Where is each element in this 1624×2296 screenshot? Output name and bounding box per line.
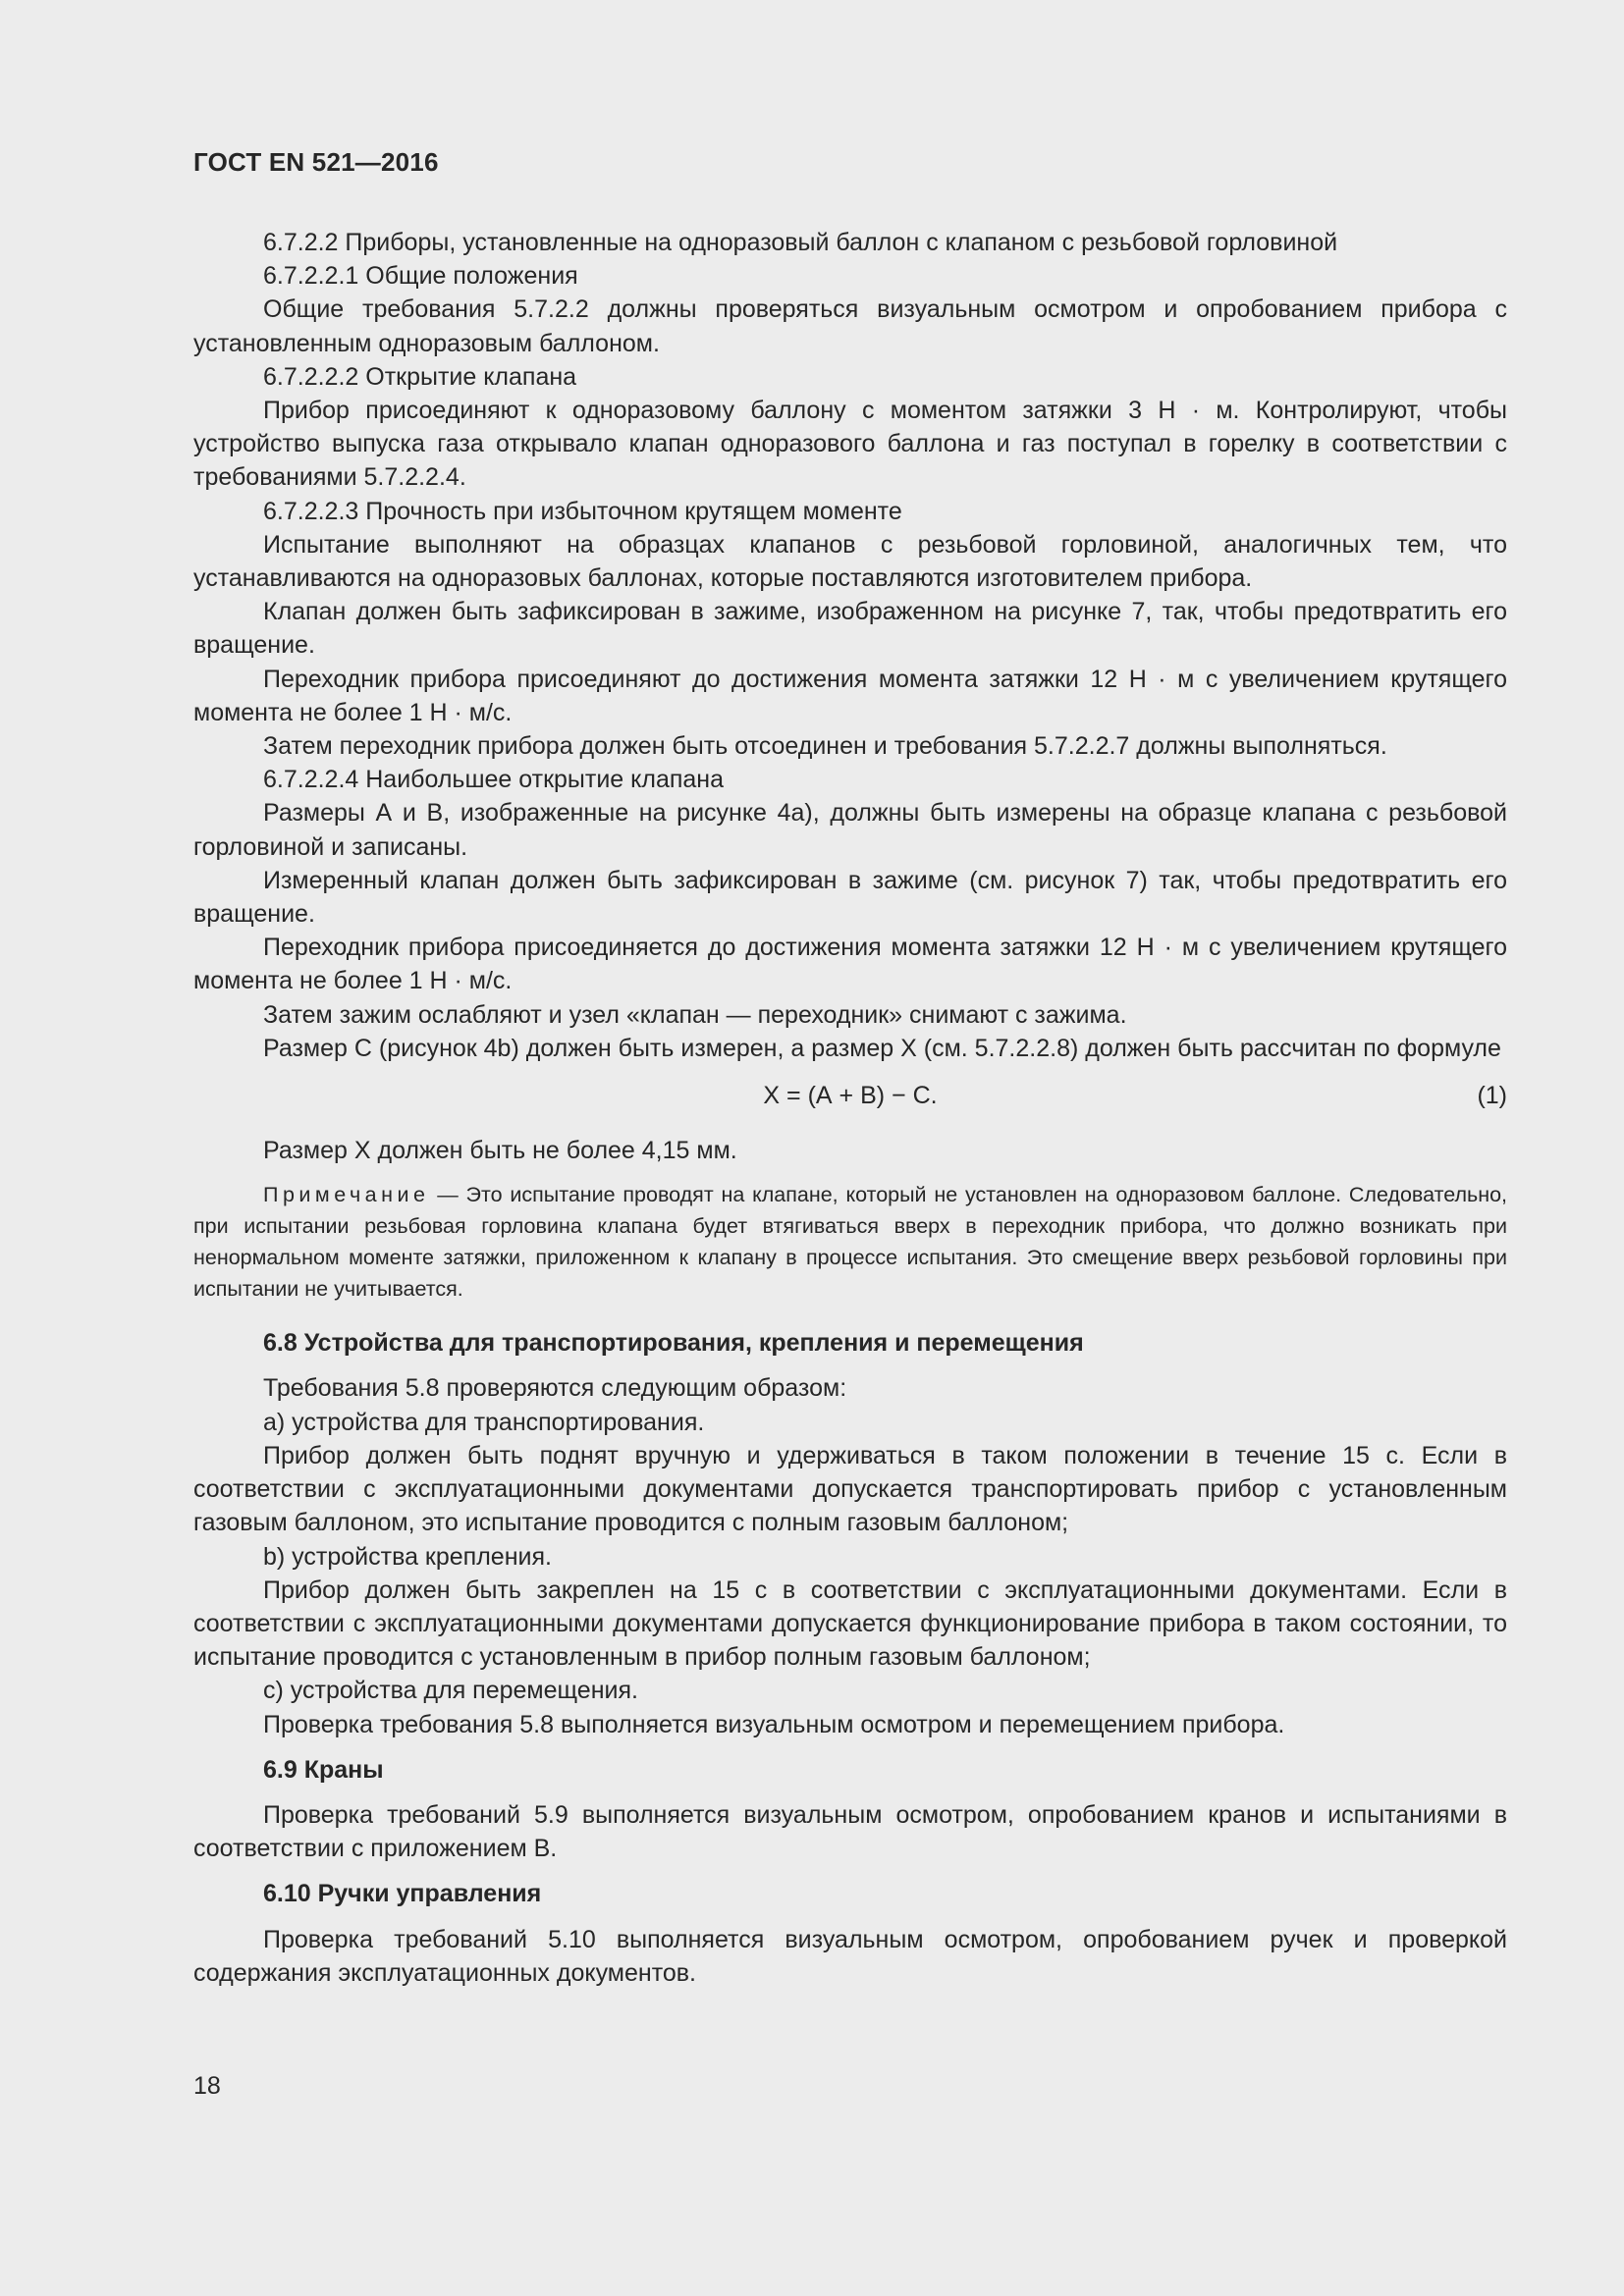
page-body <box>193 226 1507 1990</box>
body-paragraph: Прибор должен быть поднят вручную и удерживаться в таком положении в течение 15 с. Если в соответствии с эксплуатационными документами допускается транспортировать прибор с установленным газовым баллоном, это испытание проводится с полным газовым баллоном; <box>193 1441 1507 1537</box>
body-paragraph: Проверка требований 5.9 выполняется визуальным осмотром, опробованием кранов и испытаниями в соответствии с приложением В. <box>193 1800 1507 1863</box>
formula-number: (1) <box>1477 1082 1507 1110</box>
body-paragraph: Прибор должен быть закреплен на 15 с в соответствии с эксплуатационными документами. Если в соответствии с эксплуатационными документами допускается функционирование прибора в таком состоянии, то испытание проводится с установленным в прибор полным газовым баллоном; <box>193 1575 1507 1672</box>
list-item: c) устройства для перемещения. <box>263 1677 638 1705</box>
body-paragraph: Переходник прибора присоединяют до достижения момента затяжки 12 Н · м с увеличением крутящего момента не более 1 Н · м/с. <box>193 665 1507 726</box>
list-item: a) устройства для транспортирования. <box>263 1408 705 1436</box>
body-paragraph: Измеренный клапан должен быть зафиксирован в зажиме (см. рисунок 7) так, чтобы предотвратить его вращение. <box>193 866 1507 929</box>
clause-heading: 6.7.2.2.1 Общие положения <box>263 262 578 291</box>
body-paragraph: Клапан должен быть зафиксирован в зажиме, изображенном на рисунке 7, так, чтобы предотвратить его вращение. <box>193 598 1507 660</box>
section-heading-6-10: 6.10 Ручки управления <box>263 1880 542 1908</box>
body-paragraph: Затем переходник прибора должен быть отсоединен и требования 5.7.2.2.7 должны выполняться. <box>263 732 1387 761</box>
body-paragraph: Переходник прибора присоединяется до достижения момента затяжки 12 Н · м с увеличением крутящего момента не более 1 Н · м/с. <box>193 934 1507 995</box>
clause-heading: 6.7.2.2.3 Прочность при избыточном крутящем моменте <box>263 497 902 525</box>
list-item: b) устройства крепления. <box>263 1542 552 1571</box>
body-paragraph: Размер X должен быть не более 4,15 мм. <box>263 1137 737 1165</box>
section-heading-6-8: 6.8 Устройства для транспортирования, крепления и перемещения <box>263 1329 1084 1358</box>
body-paragraph: Требования 5.8 проверяются следующим образом: <box>263 1374 847 1403</box>
note-paragraph <box>193 1179 1507 1305</box>
page-number: 18 <box>193 2072 221 2100</box>
body-paragraph: Общие требования 5.7.2.2 должны проверяться визуальным осмотром и опробованием прибора с установленным одноразовым баллоном. <box>193 295 1507 357</box>
clause-heading: 6.7.2.2.4 Наибольшее открытие клапана <box>263 766 725 794</box>
clause-heading: 6.7.2.2 Приборы, установленные на одноразовый баллон с клапаном с резьбовой горловиной <box>263 229 1338 256</box>
body-paragraph: Проверка требований 5.10 выполняется визуальным осмотром, опробованием ручек и проверкой содержания эксплуатационных документов. <box>193 1925 1507 1987</box>
note-label: Примечание <box>263 1183 430 1207</box>
clause-heading: 6.7.2.2.2 Открытие клапана <box>263 362 577 391</box>
formula-block <box>193 1079 1507 1112</box>
body-paragraph: Проверка требования 5.8 выполняется визуальным осмотром и перемещением прибора. <box>263 1710 1285 1738</box>
body-paragraph: Размеры А и В, изображенные на рисунке 4а), должны быть измерены на образце клапана с резьбовой горловиной и записаны. <box>193 799 1507 861</box>
body-paragraph: Затем зажим ослабляют и узел «клапан — переходник» снимают с зажима. <box>263 1000 1127 1029</box>
document-header: ГОСТ EN 521—2016 <box>193 147 439 177</box>
body-paragraph: Прибор присоединяют к одноразовому баллону с моментом затяжки 3 Н · м. Контролируют, чтобы устройство выпуска газа открывало клапан одноразового баллона и газ поступал в горелку в соответствии с требованиями 5.7.2.2.4. <box>193 397 1507 492</box>
note-text: — Это испытание проводят на клапане, который не установлен на одноразовом баллоне. Следовательно, при испытании резьбовая горловина клапана будет втягиваться вверх в переходник прибора, что должно возникать при ненормальном моменте затяжки, приложенном к клапану в процессе испытания. Это смещение вверх резьбовой горловины при испытании не учитывается. <box>193 1183 1507 1302</box>
body-paragraph: Размер С (рисунок 4b) должен быть измерен, а размер X (см. 5.7.2.2.8) должен быть рассчитан по формуле <box>263 1034 1501 1062</box>
section-heading-6-9: 6.9 Краны <box>263 1755 384 1784</box>
formula-expression: X = (А + В) − С. <box>763 1082 938 1110</box>
body-paragraph: Испытание выполняют на образцах клапанов с резьбовой горловиной, аналогичных тем, что устанавливаются на одноразовых баллонах, которые поставляются изготовителем прибора. <box>193 530 1507 593</box>
